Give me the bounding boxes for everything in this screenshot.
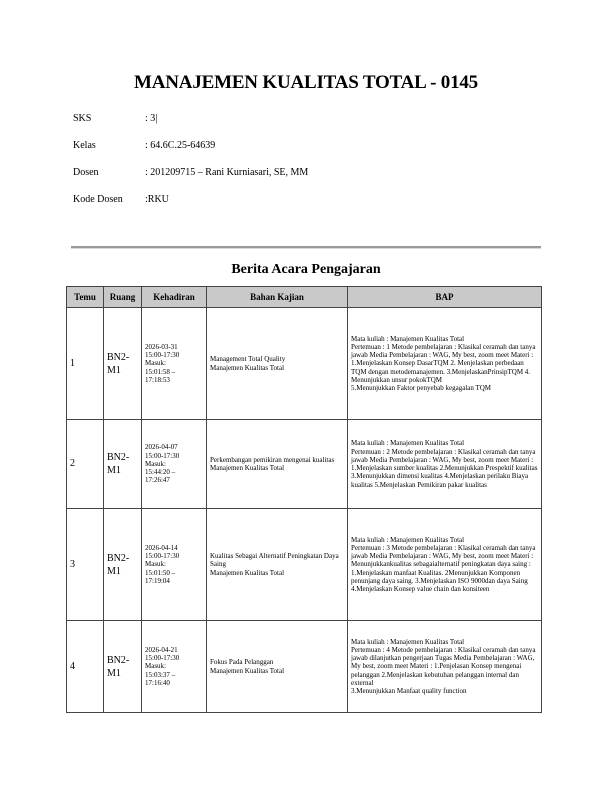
meta-label: Dosen: [73, 167, 99, 178]
meta-label: SKS: [73, 113, 92, 124]
cell-ruang: BN2-M1: [104, 509, 142, 621]
table-row: [67, 420, 542, 509]
cell-kehadiran: 2026-04-07 15:00-17:30 Masuk: 15:44:20 – 17:26:47: [142, 420, 207, 509]
meta-value: :RKU: [145, 194, 169, 205]
meta-row-kode-dosen: [73, 186, 308, 213]
meta-label: Kode Dosen: [73, 194, 123, 205]
meta-label: Kelas: [73, 140, 96, 151]
bahan-topic: Kualitas Sebagai Alternatif Peningkatan Daya Saing: [210, 552, 339, 569]
cell-temu: 2: [67, 420, 104, 509]
cell-bap: Mata kuliah : Manajemen Kualitas Total Pertemuan : 3 Metode pembelajaran : Klasikal ceramah dan tanya jawab Media Pembelajaran : WAG, My best, zoom meet Materi : Menunjukkankualitas sebagaialternatif peningkatan daya saing : 1.Menjelaskan manfaat Kualitas. 2Menunjukkan Komponen penunjang daya saing. 3.Menjelaskan ISO 9000dan daya Saing 4.Menjelaskan Konsep value chain dan konsiteen: [348, 509, 542, 621]
header-bap: BAP: [348, 287, 542, 308]
cell-kehadiran: 2026-03-31 15:00-17:30 Masuk: 15:01:58 – 17:18:53: [142, 308, 207, 420]
course-info: [73, 105, 308, 213]
cell-kehadiran: 2026-04-21 15:00-17:30 Masuk: 15:03:37 – 17:16:40: [142, 621, 207, 713]
bahan-topic: Perkembangan pemikiran mengenai kualitas: [210, 455, 335, 464]
cell-bahan-kajian: [207, 308, 348, 420]
bahan-course: Manajemen Kualitas Total: [210, 363, 285, 372]
meta-value: : 3|: [145, 113, 158, 124]
cell-ruang: BN2-M1: [104, 420, 142, 509]
meta-value: : 201209715 – Rani Kurniasari, SE, MM: [145, 167, 309, 178]
bap-table: [66, 286, 542, 713]
cell-temu: 1: [67, 308, 104, 420]
table-row: [67, 308, 542, 420]
header-temu: Temu: [67, 287, 104, 308]
section-divider: [71, 246, 541, 249]
cell-kehadiran: 2026-04-14 15:00-17:30 Masuk: 15:01:50 – 17:19:04: [142, 509, 207, 621]
bahan-course: Manajemen Kualitas Total: [210, 464, 285, 472]
cell-bap: Mata kuliah : Manajemen Kualitas Total Pertemuan : 1 Metode pembelajaran : Klasikal ceramah dan tanya jawab Media Pembelajaran : WAG, My best, zoom meet Materi : 1.Menjelaskan Konsep DasarTQM 2. Menjelaskan perbedaan TQM dengan metodemanajemen. 3.MenjelaskanPrinsipTQM 4. Menunjukkan unsur pokokTQM 5.Menunjukkan Faktor penyebab kegagalan TQM: [348, 308, 542, 420]
bahan-topic: Management Total Quality: [210, 355, 286, 364]
page-title: MANAJEMEN KUALITAS TOTAL - 0145: [134, 72, 478, 93]
section-title: Berita Acara Pengajaran: [231, 262, 381, 277]
meta-row-kelas: [73, 132, 308, 159]
cell-ruang: BN2-M1: [104, 308, 142, 420]
cell-bahan-kajian: [207, 621, 348, 713]
meta-value: : 64.6C.25-64639: [145, 140, 216, 151]
header-ruang: Ruang: [104, 287, 142, 308]
table-row: [67, 621, 542, 713]
cell-bap: Mata kuliah : Manajemen Kualitas Total Pertemuan : 4 Metode pembelajaran : Klasikal ceramah dan tanya jawab dilanjutkan pengerjaan Tugas Media Pembelajaran : WAG, My best, zoom meet Materi : 1.Penjelasan Konsep mengenai pelanggan 2.Menjelaskan kebutuhan pelanggan internal dan external 3.Menunjukkan Manfaat quality function: [348, 621, 542, 713]
bahan-course: Manajemen Kualitas Total: [210, 666, 285, 675]
cell-bap: Mata kuliah : Manajemen Kualitas Total Pertemuan : 2 Metode pembelajaran : Klasikal ceramah dan tanya jawab Media Pembelajaran : WAG, My best, zoom meet Materi : 1.Menjelaskan sumber kualitas 2.Menunjukkan Prespektif kualitas 3.Menunjukkan dimensi kualitas 4.Menjelaskan perilaku Biaya kualitas 5.Menjelaskan Pemikiran pakar kualitas: [348, 420, 542, 509]
cell-temu: 3: [67, 509, 104, 621]
header-bahan-kajian: Bahan Kajian: [207, 287, 348, 308]
meta-row-dosen: [73, 159, 308, 186]
bahan-course: Manajemen Kualitas Total: [210, 568, 285, 577]
meta-row-sks: [73, 105, 308, 132]
table-header-row: [67, 287, 542, 308]
cell-temu: 4: [67, 621, 104, 713]
bahan-topic: Fokus Pada Pelanggan: [210, 658, 274, 667]
header-kehadiran: Kehadiran: [142, 287, 207, 308]
cell-bahan-kajian: [207, 420, 348, 509]
cell-ruang: BN2-M1: [104, 621, 142, 713]
table-row: [67, 509, 542, 621]
cell-bahan-kajian: [207, 509, 348, 621]
